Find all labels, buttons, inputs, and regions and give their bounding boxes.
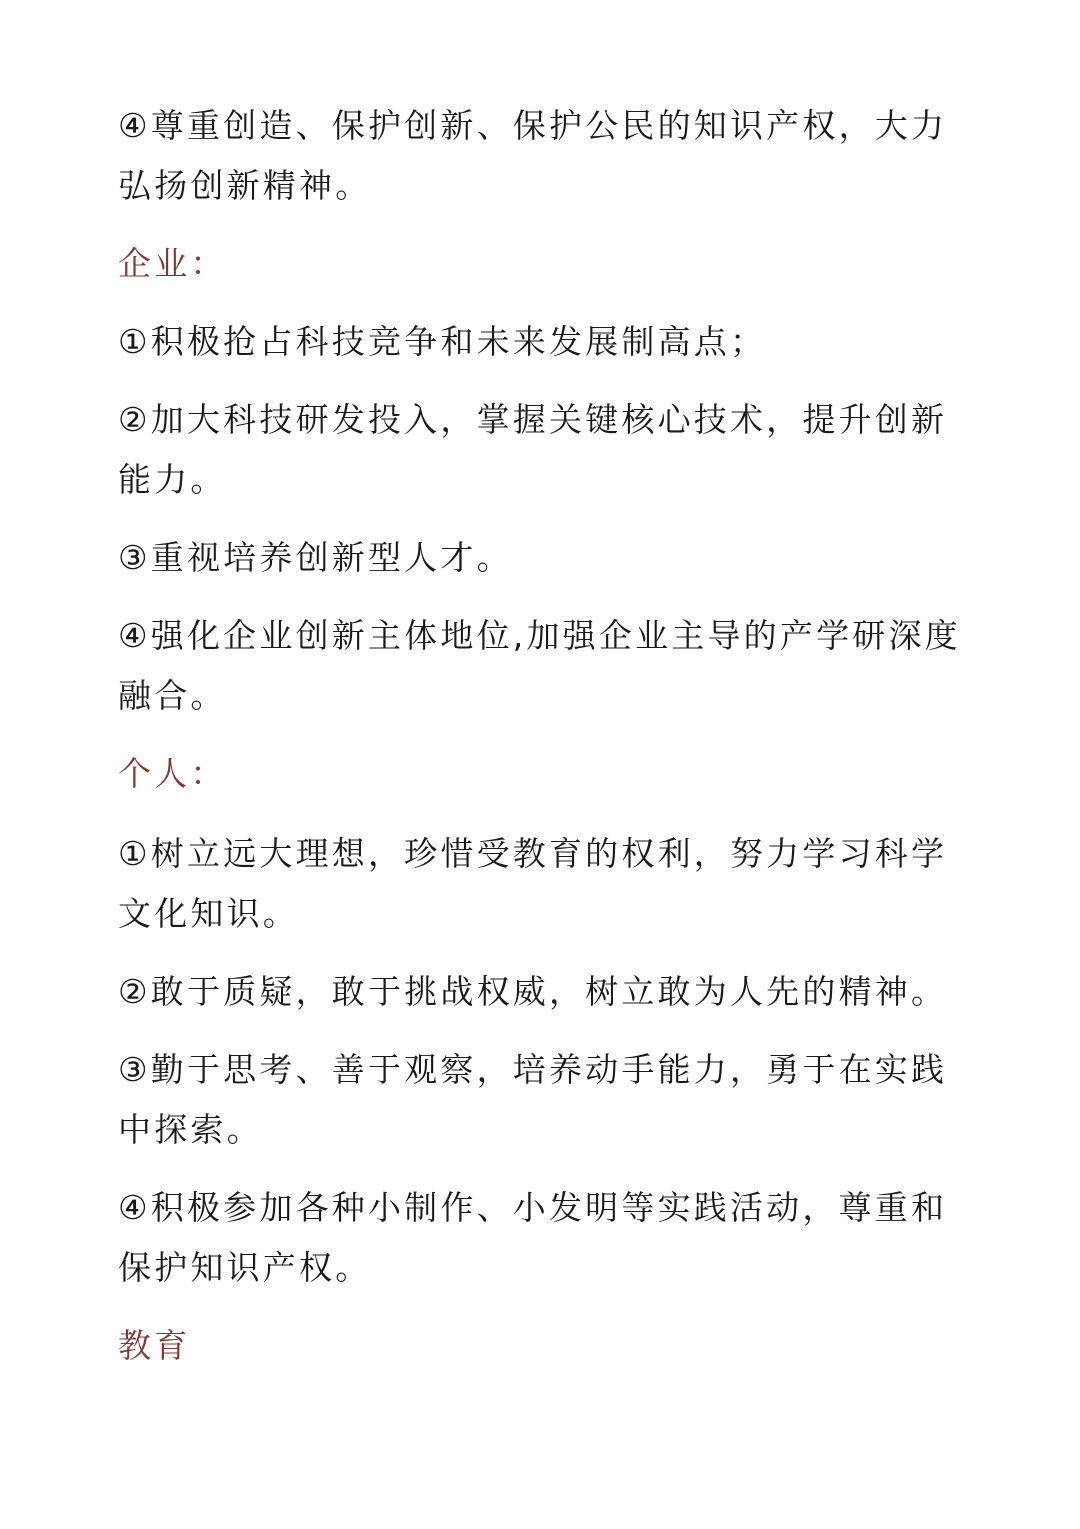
paragraph-government-4: ④尊重创造、保护创新、保护公民的知识产权，大力弘扬创新精神。 [118, 106, 948, 205]
section-heading-education: 教育 [118, 1326, 191, 1365]
paragraph-individual-1: ①树立远大理想，珍惜受教育的权利，努力学习科学文化知识。 [118, 834, 948, 933]
paragraph-enterprise-3: ③重视培养创新型人才。 [118, 538, 513, 577]
section-heading-enterprise: 企业： [118, 244, 227, 283]
paragraph-individual-2: ②敢于质疑，敢于挑战权威，树立敢为人先的精神。 [118, 972, 948, 1011]
paragraph-enterprise-1: ①积极抢占科技竞争和未来发展制高点； [118, 322, 767, 361]
paragraph-individual-3: ③勤于思考、善于观察，培养动手能力，勇于在实践中探索。 [118, 1050, 948, 1149]
paragraph-individual-4: ④积极参加各种小制作、小发明等实践活动，尊重和保护知识产权。 [118, 1188, 948, 1287]
section-heading-individual: 个人： [118, 754, 227, 793]
paragraph-enterprise-4: ④强化企业创新主体地位,加强企业主导的产学研深度融合。 [118, 616, 961, 715]
paragraph-enterprise-2: ②加大科技研发投入，掌握关键核心技术，提升创新能力。 [118, 400, 948, 499]
